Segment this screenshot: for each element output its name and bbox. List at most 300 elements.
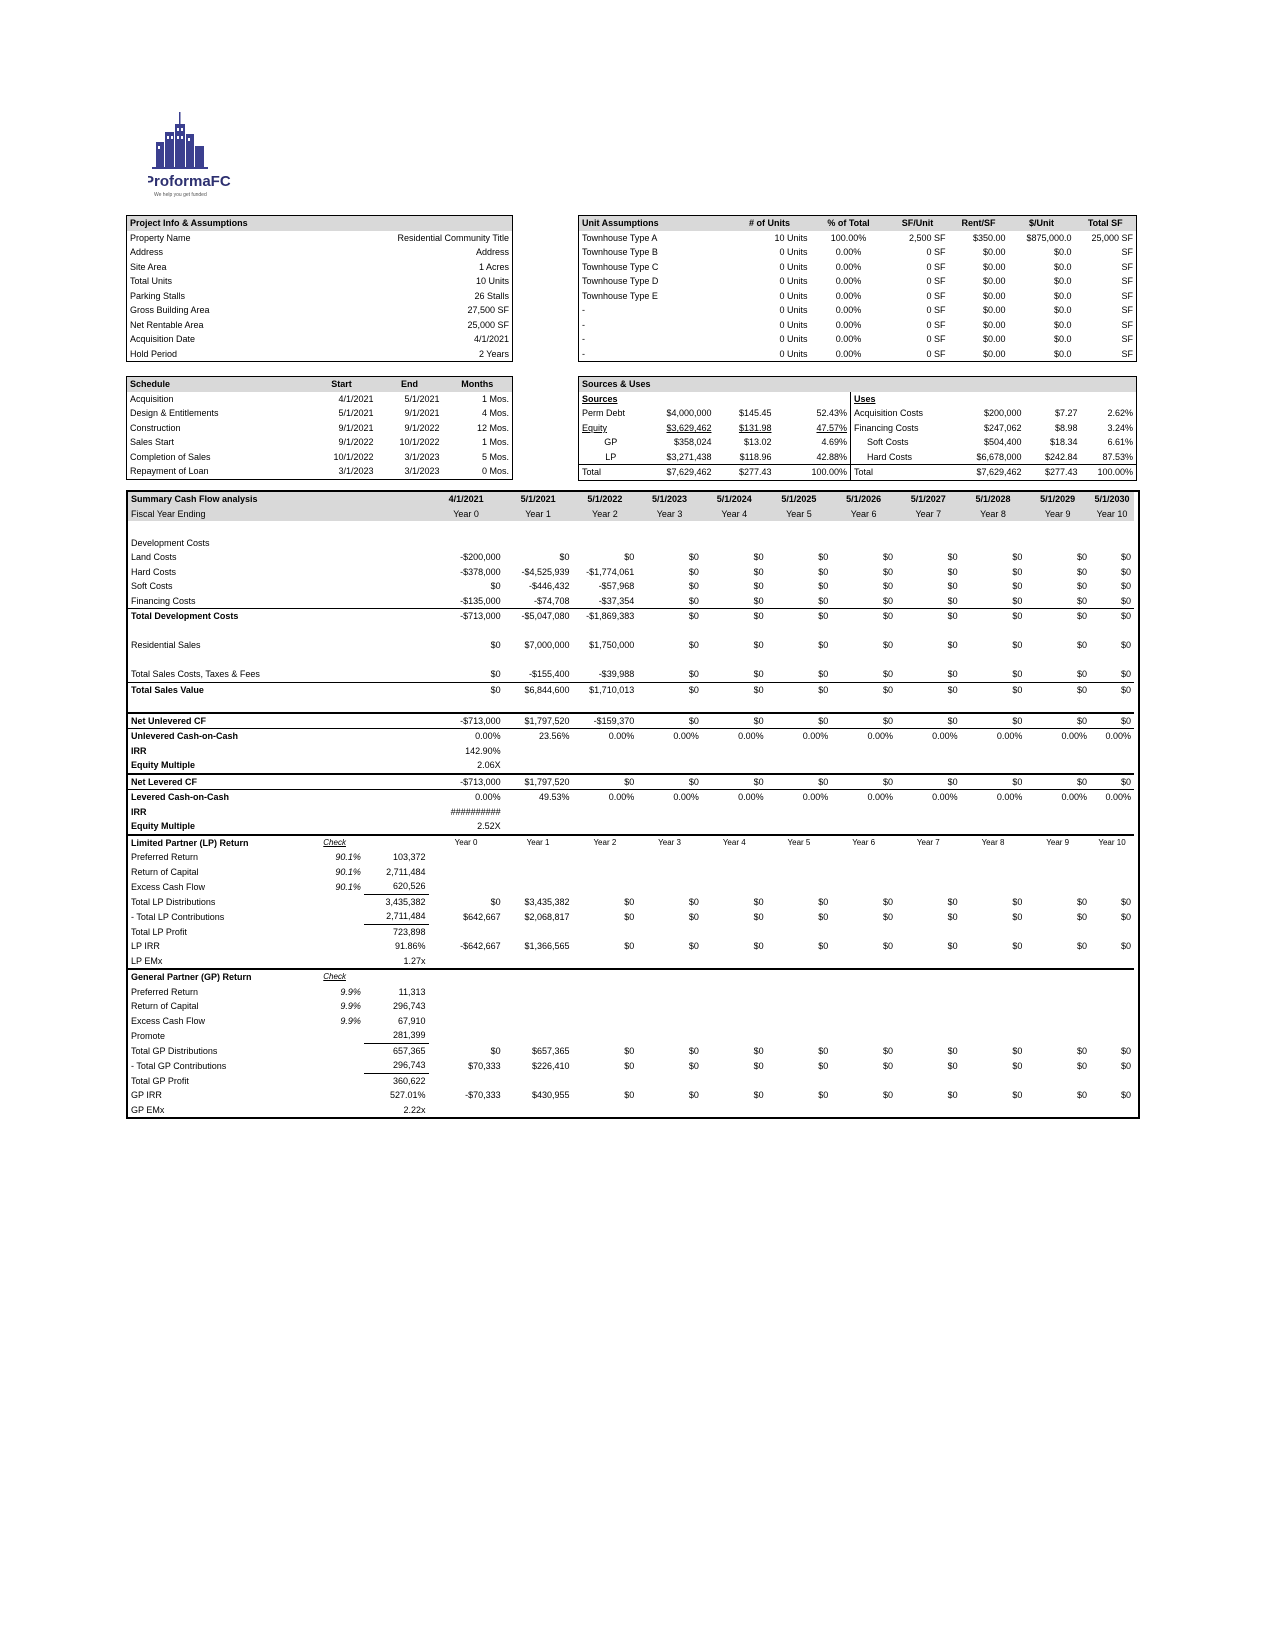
year-value: $0 bbox=[637, 682, 702, 697]
unit-value: 0 SF bbox=[926, 261, 946, 272]
cell bbox=[305, 507, 363, 522]
unit-value: SF bbox=[1121, 261, 1133, 272]
year-value bbox=[504, 1073, 573, 1088]
year-header bbox=[896, 969, 961, 985]
year-value: $657,365 bbox=[531, 1045, 570, 1056]
year-value: $0 bbox=[1120, 669, 1131, 680]
year-value: $0 bbox=[753, 1060, 764, 1071]
row-check-value bbox=[364, 638, 429, 653]
unit-value: $0.00 bbox=[982, 290, 1006, 301]
source-amount: $3,629,462 bbox=[666, 422, 712, 433]
year-value bbox=[961, 1028, 1026, 1043]
year-value: $0 bbox=[767, 713, 832, 729]
row-percent: 90.1% bbox=[335, 881, 361, 892]
year-value: $0 bbox=[637, 713, 702, 729]
year-value: $0 bbox=[490, 581, 501, 592]
year-value bbox=[573, 653, 638, 668]
year-value bbox=[767, 985, 832, 1000]
year-value: $0 bbox=[882, 595, 893, 606]
use-label: Soft Costs bbox=[851, 435, 961, 450]
row-check-value bbox=[364, 521, 429, 536]
row-check-value bbox=[364, 536, 429, 551]
year-value: $0 bbox=[882, 1090, 893, 1101]
year-value: $0 bbox=[624, 896, 635, 907]
year-value bbox=[1025, 805, 1090, 820]
date-header: 5/1/2024 bbox=[702, 492, 767, 507]
year-value bbox=[896, 697, 961, 713]
year-value bbox=[637, 744, 702, 759]
cell bbox=[364, 507, 429, 522]
year-value bbox=[1090, 624, 1134, 639]
year-value: $0 bbox=[624, 1060, 635, 1071]
year-value: $0 bbox=[1012, 1045, 1023, 1056]
cell bbox=[364, 969, 429, 985]
year-value bbox=[831, 1028, 896, 1043]
source-percent: 4.69% bbox=[821, 437, 847, 448]
year-value: 2.52X bbox=[477, 821, 501, 832]
year-value bbox=[961, 954, 1026, 970]
year-value: $0 bbox=[947, 941, 958, 952]
phase-value: 12 Mos. bbox=[476, 422, 509, 433]
unit-row bbox=[579, 260, 1137, 275]
year-value: $0 bbox=[1012, 1060, 1023, 1071]
year-value bbox=[702, 697, 767, 713]
year-value bbox=[504, 865, 573, 880]
year-value: $0 bbox=[624, 941, 635, 952]
use-percent: 2.62% bbox=[1107, 408, 1134, 419]
year-value bbox=[896, 850, 961, 865]
check-label: Check bbox=[305, 969, 363, 985]
year-value: $0 bbox=[961, 609, 1026, 624]
project-info-row bbox=[127, 303, 513, 318]
year-value bbox=[961, 805, 1026, 820]
year-value: $0 bbox=[1012, 669, 1023, 680]
year-value bbox=[637, 954, 702, 970]
row-label: LP IRR bbox=[131, 941, 160, 952]
year-value: $0 bbox=[753, 581, 764, 592]
year-value bbox=[1090, 954, 1134, 970]
year-value bbox=[637, 865, 702, 880]
use-percent: 3.24% bbox=[1107, 422, 1134, 433]
year-value: $0 bbox=[947, 552, 958, 563]
unit-value: $0.0 bbox=[1053, 305, 1072, 316]
unit-type: Townhouse Type E bbox=[582, 290, 658, 301]
year-value bbox=[702, 624, 767, 639]
column-header: Start bbox=[307, 377, 377, 392]
year-value bbox=[504, 1014, 573, 1029]
project-info-row bbox=[127, 318, 513, 333]
row-label: Net Unlevered CF bbox=[128, 713, 305, 729]
year-value bbox=[573, 1028, 638, 1043]
year-value: $0 bbox=[961, 713, 1026, 729]
year-value bbox=[429, 1103, 504, 1118]
year-value bbox=[896, 1073, 961, 1088]
row-label: Return of Capital bbox=[131, 866, 199, 877]
year-value: 0.00% bbox=[738, 792, 764, 803]
year-value bbox=[573, 624, 638, 639]
year-value bbox=[831, 758, 896, 774]
unit-value: 0 Units bbox=[779, 276, 808, 287]
phase-label: Construction bbox=[130, 422, 181, 433]
cash-flow-row bbox=[128, 594, 1134, 609]
project-info-label: Acquisition Date bbox=[130, 334, 196, 345]
year-value: -$446,432 bbox=[528, 581, 570, 592]
unit-row bbox=[579, 303, 1137, 318]
sources-uses-row bbox=[579, 435, 1137, 450]
project-info-row bbox=[127, 231, 513, 246]
unit-assumptions-table bbox=[578, 215, 1137, 362]
year-value: $430,955 bbox=[531, 1090, 570, 1101]
check-label: Check bbox=[305, 835, 363, 851]
year-value: $0 bbox=[767, 609, 832, 624]
year-header: Year 4 bbox=[702, 507, 767, 522]
year-value bbox=[504, 744, 573, 759]
row-check-value bbox=[364, 624, 429, 639]
schedule-row bbox=[127, 464, 513, 479]
year-value: $0 bbox=[637, 774, 702, 790]
year-value bbox=[767, 865, 832, 880]
row-check-value: 2,711,484 bbox=[364, 909, 429, 924]
contribution-row bbox=[128, 909, 1134, 924]
row-check-value: 103,372 bbox=[392, 852, 426, 863]
year-value: $1,366,565 bbox=[524, 941, 570, 952]
year-header: Year 3 bbox=[637, 507, 702, 522]
year-value bbox=[1025, 1073, 1090, 1088]
phase-value: 9/1/2022 bbox=[338, 437, 374, 448]
waterfall-row bbox=[128, 879, 1134, 894]
year-value: 142.90% bbox=[465, 745, 501, 756]
year-value bbox=[1090, 744, 1134, 759]
sources-label: Sources bbox=[582, 393, 618, 404]
year-value bbox=[831, 879, 896, 894]
row-check-value: 360,622 bbox=[392, 1075, 426, 1086]
schedule-row bbox=[127, 435, 513, 450]
row-percent bbox=[305, 521, 363, 536]
sources-uses-row bbox=[579, 450, 1137, 465]
year-value bbox=[504, 985, 573, 1000]
year-value: $0 bbox=[1090, 774, 1134, 790]
project-info-label: Parking Stalls bbox=[130, 290, 186, 301]
year-value: 0.00% bbox=[996, 731, 1023, 742]
year-value bbox=[637, 758, 702, 774]
column-header: Schedule bbox=[127, 377, 307, 392]
irr-row bbox=[128, 939, 1134, 954]
year-header bbox=[573, 969, 638, 985]
year-value: $0 bbox=[624, 911, 635, 922]
year-value bbox=[702, 805, 767, 820]
row-percent: 9.9% bbox=[340, 986, 361, 997]
year-value: $0 bbox=[1025, 713, 1090, 729]
spacer-row bbox=[128, 521, 1134, 536]
year-value: 0.00% bbox=[932, 792, 958, 803]
phase-label: Design & Entitlements bbox=[130, 408, 219, 419]
phase-value: 5/1/2021 bbox=[404, 393, 440, 404]
spacer-row bbox=[128, 697, 1134, 713]
unit-value: 0.00% bbox=[835, 276, 862, 287]
row-percent bbox=[305, 550, 363, 565]
year-value: $0 bbox=[882, 941, 893, 952]
year-value: $0 bbox=[688, 941, 699, 952]
source-per-sf: $145.45 bbox=[738, 408, 772, 419]
year-value bbox=[767, 850, 832, 865]
source-per-sf: $118.96 bbox=[739, 451, 772, 462]
year-header: Year 5 bbox=[767, 835, 832, 851]
unit-value: $0.0 bbox=[1053, 290, 1072, 301]
unit-type: - bbox=[582, 334, 585, 345]
year-value: $0 bbox=[688, 1060, 699, 1071]
row-label: Equity Multiple bbox=[131, 760, 195, 771]
year-value: -$39,988 bbox=[598, 669, 635, 680]
year-value: $0 bbox=[1077, 1045, 1088, 1056]
unit-value: $0.00 bbox=[982, 348, 1006, 359]
cash-flow-row bbox=[128, 819, 1134, 835]
year-value bbox=[1090, 865, 1134, 880]
row-check-value: 2.22x bbox=[403, 1104, 426, 1115]
year-value bbox=[831, 805, 896, 820]
waterfall-row bbox=[128, 850, 1134, 865]
project-info-row bbox=[127, 245, 513, 260]
unit-value: $350.00 bbox=[972, 232, 1006, 243]
year-value bbox=[1090, 805, 1134, 820]
year-value: $0 bbox=[1077, 1060, 1088, 1071]
year-value bbox=[504, 536, 573, 551]
unit-row bbox=[579, 318, 1137, 333]
row-label: Total LP Distributions bbox=[131, 896, 216, 907]
sources-uses-table bbox=[578, 376, 1137, 481]
year-value bbox=[896, 865, 961, 880]
year-value: -$57,968 bbox=[598, 581, 635, 592]
row-label: Equity Multiple bbox=[131, 821, 195, 832]
year-header: Year 9 bbox=[1025, 835, 1090, 851]
year-value bbox=[961, 924, 1026, 939]
cash-flow-row bbox=[128, 682, 1134, 697]
year-value bbox=[767, 999, 832, 1014]
year-value: -$155,400 bbox=[528, 669, 570, 680]
year-value bbox=[702, 1073, 767, 1088]
year-value bbox=[1025, 819, 1090, 835]
year-value: 0.00% bbox=[608, 731, 635, 742]
year-value: 0.00% bbox=[1105, 731, 1131, 742]
row-percent: 90.1% bbox=[335, 852, 361, 863]
year-value bbox=[637, 521, 702, 536]
year-header: Year 10 bbox=[1090, 835, 1134, 851]
unit-value: $0.0 bbox=[1053, 319, 1072, 330]
contribution-row bbox=[128, 1058, 1134, 1073]
unit-assumptions-header bbox=[579, 216, 1137, 231]
year-value bbox=[1025, 999, 1090, 1014]
cash-flow-row bbox=[128, 774, 1134, 790]
year-value bbox=[831, 653, 896, 668]
logo-tagline: We help you get funded bbox=[154, 192, 207, 198]
year-value bbox=[637, 1028, 702, 1043]
row-label: Excess Cash Flow bbox=[131, 1015, 206, 1026]
year-value bbox=[896, 624, 961, 639]
unit-value: 0.00% bbox=[835, 290, 862, 301]
year-value: $0 bbox=[818, 669, 829, 680]
year-value: $0 bbox=[1120, 595, 1131, 606]
sources-uses-row bbox=[579, 406, 1137, 421]
row-label: - Total LP Contributions bbox=[131, 911, 225, 922]
row-label: Total LP Profit bbox=[131, 926, 187, 937]
year-value bbox=[961, 697, 1026, 713]
year-value bbox=[637, 850, 702, 865]
year-value: $1,750,000 bbox=[589, 640, 635, 651]
year-value bbox=[1090, 697, 1134, 713]
project-info-value: 27,500 SF bbox=[467, 305, 509, 316]
year-value: $1,710,013 bbox=[573, 682, 638, 697]
uses-label: Uses bbox=[851, 392, 1137, 407]
year-value: $0 bbox=[947, 896, 958, 907]
year-value bbox=[702, 985, 767, 1000]
use-amount: $247,062 bbox=[983, 422, 1022, 433]
year-value: $0 bbox=[688, 595, 699, 606]
unit-value: SF bbox=[1121, 348, 1133, 359]
row-label: Soft Costs bbox=[131, 581, 173, 592]
year-value bbox=[831, 624, 896, 639]
row-percent bbox=[305, 624, 363, 639]
source-percent: 52.43% bbox=[816, 408, 847, 419]
year-value bbox=[637, 985, 702, 1000]
year-value: -$4,525,939 bbox=[521, 566, 570, 577]
row-label: - Total GP Contributions bbox=[131, 1060, 227, 1071]
row-percent bbox=[305, 744, 363, 759]
year-value: $0 bbox=[961, 774, 1026, 790]
year-value bbox=[767, 624, 832, 639]
year-value: $0 bbox=[753, 941, 764, 952]
unit-value: 0 SF bbox=[926, 247, 946, 258]
row-percent bbox=[305, 536, 363, 551]
cash-flow-panel bbox=[126, 490, 1140, 1119]
year-value: $7,000,000 bbox=[524, 640, 570, 651]
year-value: $0 bbox=[688, 911, 699, 922]
year-value bbox=[961, 1073, 1026, 1088]
schedule-row bbox=[127, 421, 513, 436]
unit-value: 0 Units bbox=[779, 290, 808, 301]
year-value bbox=[767, 1014, 832, 1029]
year-header: Year 1 bbox=[504, 507, 573, 522]
year-value: 0.00% bbox=[867, 792, 893, 803]
year-value bbox=[1025, 653, 1090, 668]
year-value bbox=[1025, 985, 1090, 1000]
year-value bbox=[961, 521, 1026, 536]
year-value: $0 bbox=[961, 682, 1026, 697]
unit-value: 0 SF bbox=[926, 334, 946, 345]
year-value: $0 bbox=[767, 682, 832, 697]
year-value bbox=[831, 536, 896, 551]
year-value bbox=[504, 697, 573, 713]
phase-value: 10/1/2022 bbox=[399, 437, 440, 448]
year-value bbox=[1025, 697, 1090, 713]
row-check-value: 1.27x bbox=[403, 955, 426, 966]
row-label bbox=[128, 653, 305, 668]
year-value bbox=[767, 536, 832, 551]
year-value bbox=[504, 924, 573, 939]
year-value bbox=[767, 521, 832, 536]
spacer-row bbox=[128, 653, 1134, 668]
row-check-value: 620,526 bbox=[364, 879, 429, 894]
row-label bbox=[128, 521, 305, 536]
sources-uses-title: Sources & Uses bbox=[579, 377, 1137, 392]
year-value: $0 bbox=[1120, 1060, 1131, 1071]
year-value: $0 bbox=[753, 669, 764, 680]
year-value: $0 bbox=[753, 640, 764, 651]
project-info-title: Project Info & Assumptions bbox=[127, 216, 513, 231]
row-label: Total Sales Value bbox=[128, 682, 305, 697]
year-header bbox=[702, 969, 767, 985]
year-value bbox=[573, 758, 638, 774]
year-value: -$378,000 bbox=[460, 566, 501, 577]
year-value: $0 bbox=[1012, 1090, 1023, 1101]
year-value: $0 bbox=[1012, 941, 1023, 952]
row-percent bbox=[305, 954, 363, 970]
year-header bbox=[504, 969, 573, 985]
year-value: 2.06X bbox=[477, 760, 501, 771]
row-label: Total Development Costs bbox=[128, 609, 305, 624]
row-check-value: 296,743 bbox=[392, 1001, 426, 1012]
year-value: $0 bbox=[702, 682, 767, 697]
year-value: 0.00% bbox=[1061, 792, 1088, 803]
waterfall-row bbox=[128, 985, 1134, 1000]
row-percent bbox=[305, 713, 363, 729]
year-value bbox=[831, 697, 896, 713]
year-value: $0 bbox=[1077, 552, 1088, 563]
project-info-value: Residential Community Title bbox=[397, 232, 509, 243]
year-value: $0 bbox=[1120, 911, 1131, 922]
year-value bbox=[573, 805, 638, 820]
year-value: -$200,000 bbox=[460, 552, 501, 563]
row-label: Preferred Return bbox=[131, 852, 199, 863]
year-value bbox=[702, 536, 767, 551]
year-value bbox=[1025, 1014, 1090, 1029]
year-value: -$74,708 bbox=[534, 595, 570, 606]
year-value bbox=[504, 954, 573, 970]
year-header bbox=[767, 969, 832, 985]
year-value bbox=[896, 999, 961, 1014]
year-value: $0 bbox=[624, 1045, 635, 1056]
year-header: Year 2 bbox=[573, 507, 638, 522]
year-value bbox=[1025, 536, 1090, 551]
year-header: Year 8 bbox=[961, 835, 1026, 851]
year-value: $0 bbox=[1077, 1090, 1088, 1101]
year-value: $0 bbox=[818, 595, 829, 606]
year-value bbox=[702, 924, 767, 939]
phase-value: 3/1/2023 bbox=[404, 451, 440, 462]
year-value: -$37,354 bbox=[598, 595, 635, 606]
year-value bbox=[831, 521, 896, 536]
column-header: Rent/SF bbox=[949, 216, 1009, 231]
column-header: Total SF bbox=[1075, 216, 1137, 231]
schedule-table bbox=[126, 376, 513, 480]
year-value bbox=[1090, 850, 1134, 865]
row-check-value: 67,910 bbox=[398, 1015, 426, 1026]
year-value: $0 bbox=[624, 1090, 635, 1101]
year-value bbox=[702, 744, 767, 759]
source-percent: 42.88% bbox=[816, 451, 847, 462]
unit-value: $0.00 bbox=[982, 276, 1006, 287]
year-value bbox=[429, 954, 504, 970]
year-value bbox=[573, 865, 638, 880]
date-header: 5/1/2022 bbox=[573, 492, 638, 507]
cell bbox=[305, 492, 363, 507]
year-value bbox=[831, 999, 896, 1014]
row-percent bbox=[305, 1058, 363, 1073]
year-value: $0 bbox=[429, 682, 504, 697]
year-value bbox=[573, 850, 638, 865]
row-check-value: 11,313 bbox=[398, 986, 426, 997]
row-check-value bbox=[364, 697, 429, 713]
phase-label: Sales Start bbox=[130, 437, 175, 448]
emx-row bbox=[128, 1103, 1134, 1118]
